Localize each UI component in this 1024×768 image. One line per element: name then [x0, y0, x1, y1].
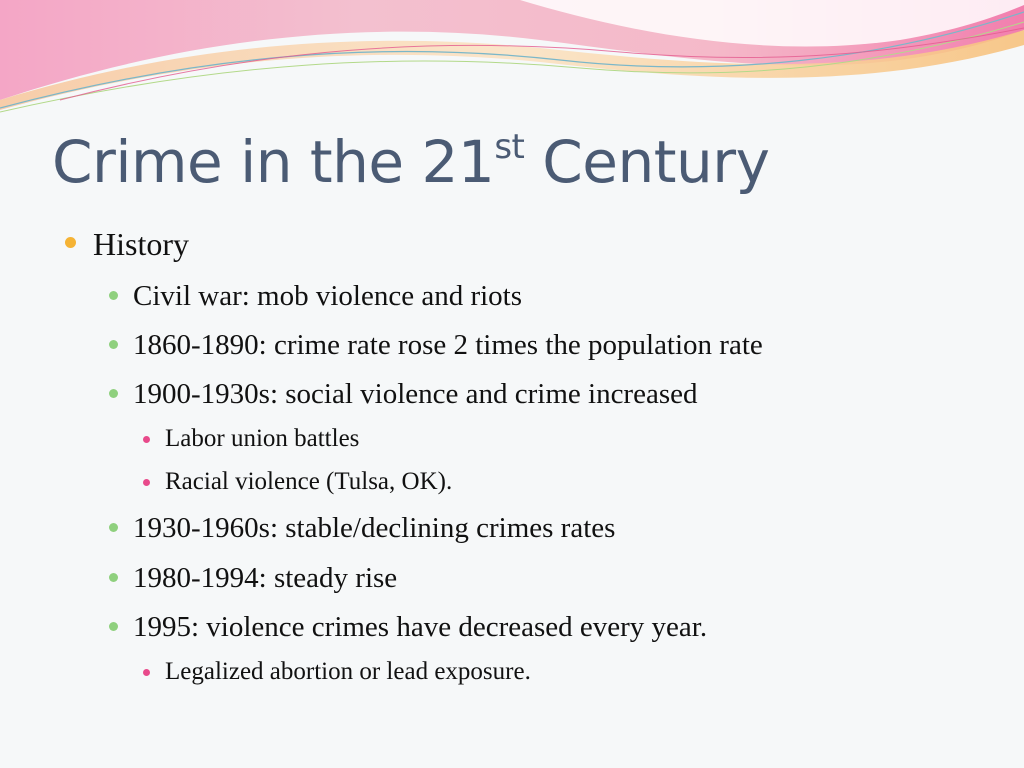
bullet-1900-1930s: [133, 378, 698, 411]
bullet-dot-icon: [143, 669, 150, 676]
bullet-text: 1995: violence crimes have decreased every year.: [133, 611, 708, 643]
bullet-text: 1900-1930s: social violence and crime increased: [133, 378, 698, 410]
bullet-text: 1930-1960s: stable/declining crimes rates: [133, 512, 616, 544]
bullet-dot-icon: [143, 479, 150, 486]
bullet-1995: [133, 611, 707, 644]
bullet-text: 1980-1994: steady rise: [133, 562, 398, 594]
decorative-wave-header: [0, 0, 1024, 120]
slide-title: [52, 128, 769, 196]
slide-title-main: Crime in the 21: [52, 128, 495, 196]
bullet-dot-icon: [143, 436, 150, 443]
bullet-text: Civil war: mob violence and riots: [133, 280, 523, 312]
bullet-text: History: [93, 226, 189, 262]
slide-title-superscript: st: [494, 127, 525, 167]
bullet-dot-icon: [109, 622, 118, 631]
bullet-racial-violence: [165, 468, 452, 496]
bullet-dot-icon: [109, 523, 118, 532]
bullet-1930-1960s: [133, 512, 615, 545]
bullet-dot-icon: [109, 389, 118, 398]
bullet-text: Racial violence (Tulsa, OK).: [165, 468, 453, 495]
bullet-dot-icon: [109, 340, 118, 349]
bullet-dot-icon: [109, 573, 118, 582]
bullet-dot-icon: [65, 237, 76, 248]
bullet-labor-union: [165, 425, 359, 453]
bullet-1980-1994: [133, 562, 397, 595]
bullet-text: Labor union battles: [165, 425, 360, 452]
bullet-1860-1890: [133, 329, 763, 362]
slide-title-tail: Century: [524, 128, 770, 196]
bullet-legalized-abortion: [165, 658, 531, 686]
bullet-history: [93, 226, 189, 263]
bullet-civil-war: [133, 280, 522, 313]
bullet-text: 1860-1890: crime rate rose 2 times the population rate: [133, 329, 763, 361]
bullet-text: Legalized abortion or lead exposure.: [165, 658, 531, 685]
bullet-dot-icon: [109, 291, 118, 300]
